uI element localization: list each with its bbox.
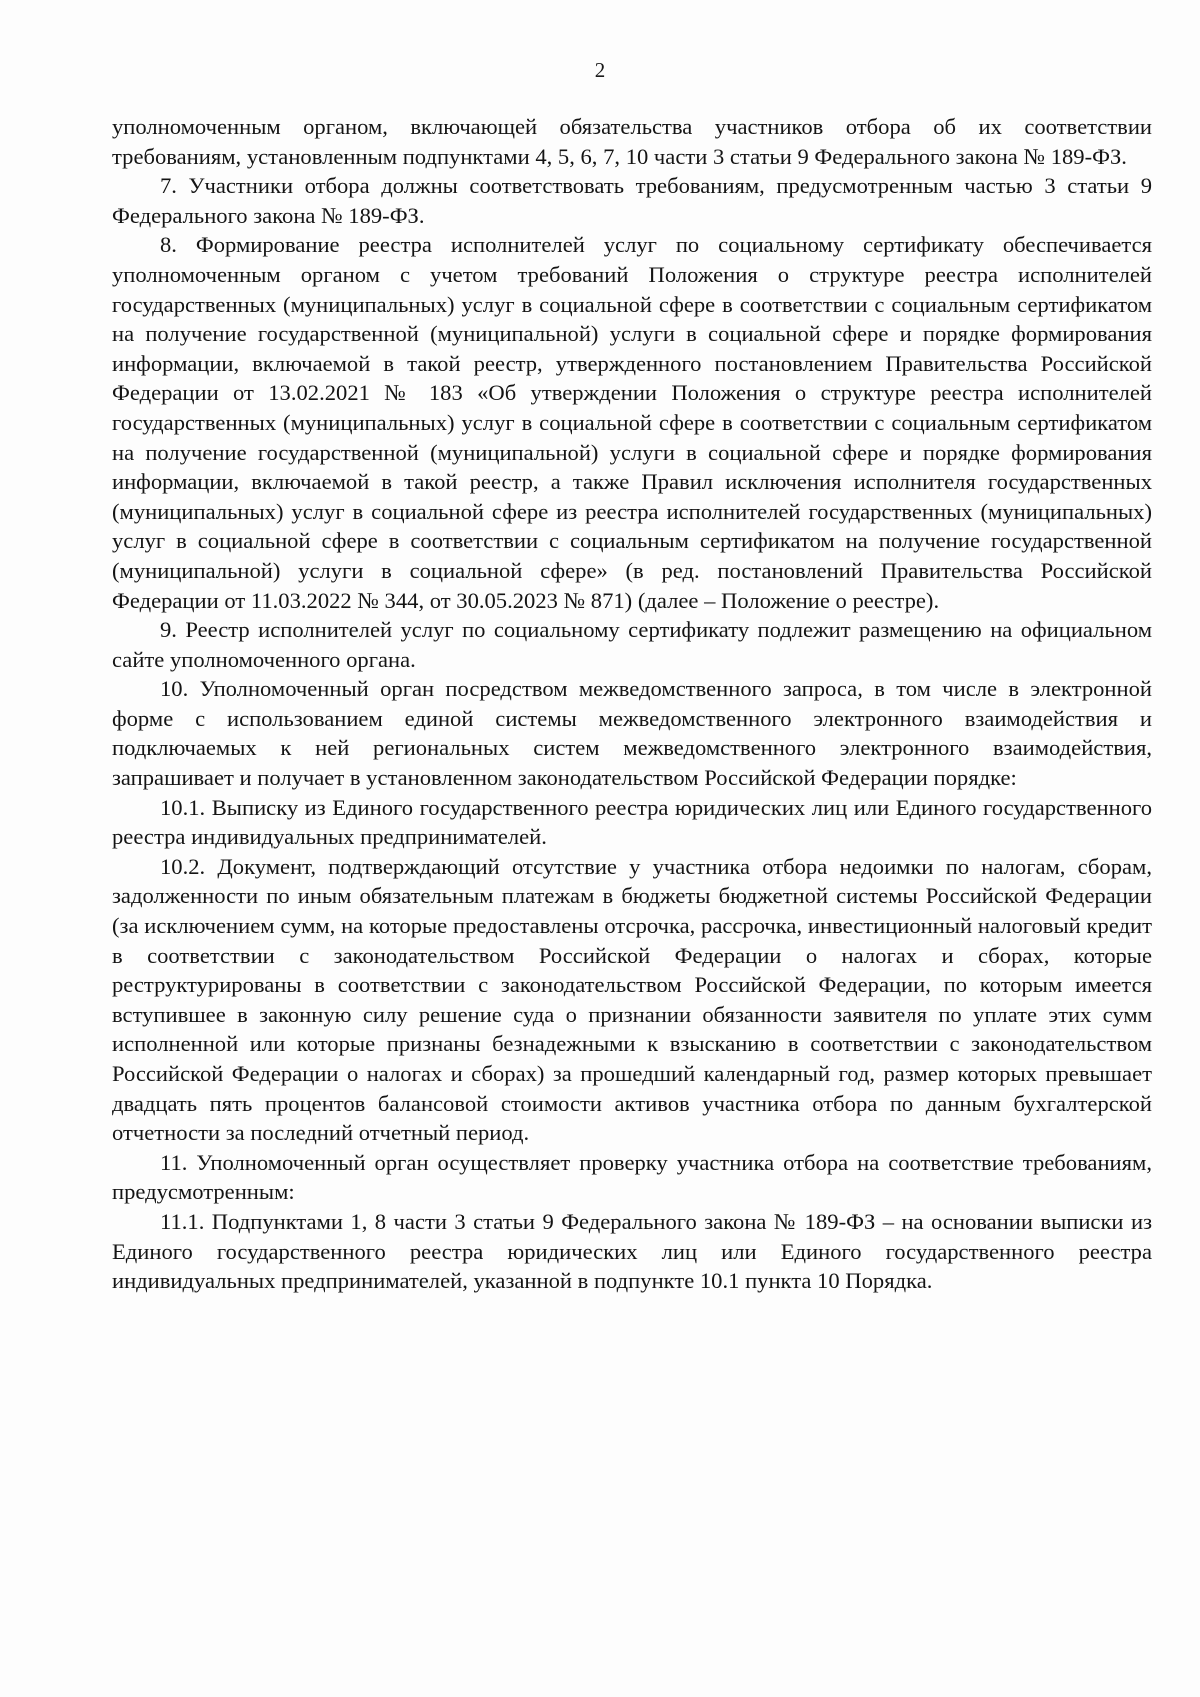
paragraph-continuation: уполномоченным органом, включающей обязательства участников отбора об их соответствии требованиям, установленным подпунктами 4, 5, 6, 7, 10 части 3 статьи 9 Федерального закона № 189-ФЗ. [112, 114, 1152, 169]
paragraph-item-10-2: 10.2. Документ, подтверждающий отсутствие у участника отбора недоимки по налогам, сборам, задолженности по иным обязательным платежам в бюджеты бюджетной системы Российской Федерации (за исключением сумм, на которые предоставлены отсрочка, рассрочка, инвестиционный налоговый кредит в соответствии с законодательством Российской Федерации о налогах и сборах, которые реструктурированы в соответствии с законодательством Российской Федерации, по которым имеется вступившее в законную силу решение суда о признании обязанности заявителя по уплате этих сумм исполненной или которые признаны безнадежными к взысканию в соответствии с законодательством Российской Федерации о налогах и сборах) за прошедший календарный год, размер которых превышает двадцать пять процентов балансовой стоимости активов участника отбора по данным бухгалтерской отчетности за последний отчетный период. [112, 853, 1152, 1146]
page-number: 2 [594, 58, 606, 82]
paragraph-item-7: 7. Участники отбора должны соответствовать требованиям, предусмотренным частью 3 статьи 9 Федерального закона № 189-ФЗ. [112, 173, 1152, 228]
paragraph-item-8: 8. Формирование реестра исполнителей услуг по социальному сертификату обеспечивается уполномоченным органом с учетом требований Положения о структуре реестра исполнителей государственных (муниципальных) услуг в социальной сфере в соответствии с социальным сертификатом на получение государственной (муниципальной) услуги в социальной сфере и порядке формирования информации, включаемой в такой реестр, утвержденного постановлением Правительства Российской Федерации от 13.02.2021 № 183 «Об утверждении Положения о структуре реестра исполнителей государственных (муниципальных) услуг в социальной сфере в соответствии с социальным сертификатом на получение государственной (муниципальной) услуги в социальной сфере и порядке формирования информации, включаемой в такой реестр, а также Правил исключения исполнителя государственных (муниципальных) услуг в социальной сфере из реестра исполнителей государственных (муниципальных) услуг в социальной сфере в соответствии с социальным сертификатом на получение государственной (муниципальной) услуги в социальной сфере» (в ред. постановлений Правительства Российской Федерации от 11.03.2022 № 344, от 30.05.2023 № 871) (далее – Положение о реестре). [112, 232, 1152, 613]
paragraph-item-10-1: 10.1. Выписку из Единого государственного реестра юридических лиц или Единого государственного реестра индивидуальных предпринимателей. [112, 794, 1152, 850]
paragraph-item-10: 10. Уполномоченный орган посредством межведомственного запроса, в том числе в электронной форме с использованием единой системы межведомственного электронного взаимодействия и подключаемых к ней региональных систем межведомственного электронного взаимодействия, запрашивает и получает в установленном законодательством Российской Федерации порядке: [112, 676, 1152, 791]
paragraph-item-9: 9. Реестр исполнителей услуг по социальному сертификату подлежит размещению на официальном сайте уполномоченного органа. [112, 617, 1152, 672]
document-body [112, 112, 1152, 1296]
paragraph-item-11: 11. Уполномоченный орган осуществляет проверку участника отбора на соответствие требованиям, предусмотренным: [112, 1149, 1152, 1205]
paragraph-item-11-1: 11.1. Подпунктами 1, 8 части 3 статьи 9 Федерального закона № 189-ФЗ – на основании выписки из Единого государственного реестра юридических лиц или Единого государственного реестра индивидуальных предпринимателей, указанной в подпункте 10.1 пункта 10 Порядка. [112, 1208, 1152, 1294]
